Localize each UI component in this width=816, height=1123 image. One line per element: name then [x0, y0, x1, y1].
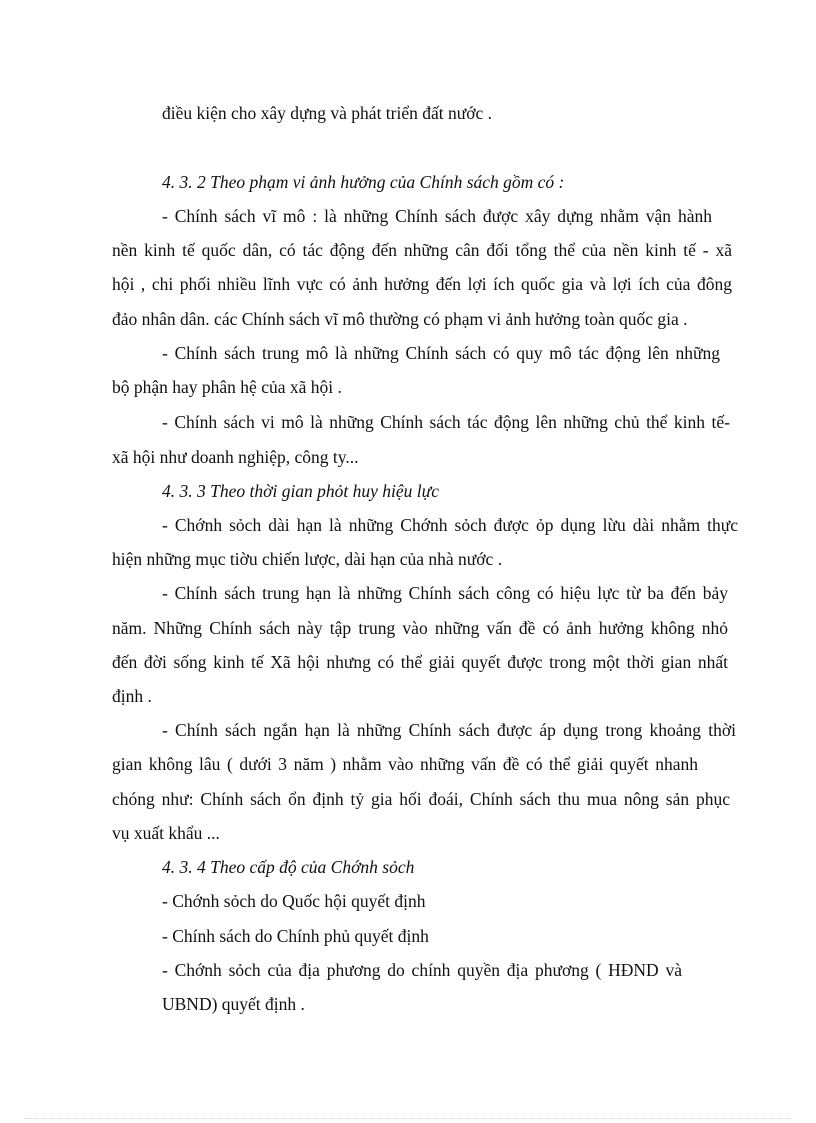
paragraph-line: hiện những mục tiờu chiến lược, dài hạn của nhà nước . [112, 549, 503, 569]
paragraph-line: - Chính sách trung hạn là những Chính sách công có hiệu lực từ ba đến bảy [162, 583, 728, 603]
paragraph-line: chóng như: Chính sách ổn định tỷ gia hối đoái, Chính sách thu mua nông sản phục [112, 789, 730, 809]
paragraph-line: nền kinh tế quốc dân, có tác động đến những cân đối tổng thể của nền kinh tế - xã [112, 240, 732, 260]
paragraph-line: - Chính sách vĩ mô : là những Chính sách được xây dựng nhằm vận hành [162, 206, 712, 226]
paragraph-line: - Chính sách vi mô là những Chính sách tác động lên những chủ thể kinh tế- [162, 412, 730, 432]
list-item: - Chớnh sỏch của địa phương do chính quyền địa phương ( HĐND và [162, 960, 682, 980]
section-heading-4-3-4: 4. 3. 4 Theo cấp độ của Chớnh sỏch [162, 857, 415, 877]
paragraph-line: hội , chi phối nhiều lĩnh vực có ảnh hưởng đến lợi ích quốc gia và lợi ích của đông [112, 274, 732, 294]
paragraph-line: đảo nhân dân. các Chính sách vĩ mô thường có phạm vi ảnh hưởng toàn quốc gia . [112, 309, 688, 329]
page-bottom-divider [24, 1118, 792, 1119]
paragraph-line: điều kiện cho xây dựng và phát triển đất nước . [162, 103, 493, 123]
paragraph-line: - Chính sách ngắn hạn là những Chính sách được áp dụng trong khoảng thời [162, 720, 736, 740]
paragraph-line: đến đời sống kinh tế Xã hội nhưng có thể giải quyết được trong một thời gian nhất [112, 652, 728, 672]
paragraph-line: xã hội như doanh nghiệp, công ty... [112, 447, 359, 467]
paragraph-line: gian không lâu ( dưới 3 năm ) nhằm vào những vấn đề có thể giải quyết nhanh [112, 754, 698, 774]
paragraph-line: bộ phận hay phân hệ của xã hội . [112, 377, 342, 397]
section-heading-4-3-3: 4. 3. 3 Theo thời gian phỏt huy hiệu lực [162, 481, 439, 501]
paragraph-line: - Chớnh sỏch dài hạn là những Chớnh sỏch được ỏp dụng lừu dài nhằm thực [162, 515, 738, 535]
section-heading-4-3-2: 4. 3. 2 Theo phạm vi ảnh hưởng của Chính sách gồm có : [162, 172, 565, 192]
list-item: - Chớnh sỏch do Quốc hội quyết định [162, 891, 426, 911]
paragraph-line: UBND) quyết định . [162, 994, 305, 1014]
paragraph-line: định . [112, 686, 152, 706]
list-item: - Chính sách do Chính phủ quyết định [162, 926, 429, 946]
paragraph-line: - Chính sách trung mô là những Chính sách có quy mô tác động lên những [162, 343, 720, 363]
paragraph-line: năm. Những Chính sách này tập trung vào những vấn đề có ảnh hưởng không nhỏ [112, 618, 728, 638]
paragraph-line: vụ xuất khẩu ... [112, 823, 220, 843]
